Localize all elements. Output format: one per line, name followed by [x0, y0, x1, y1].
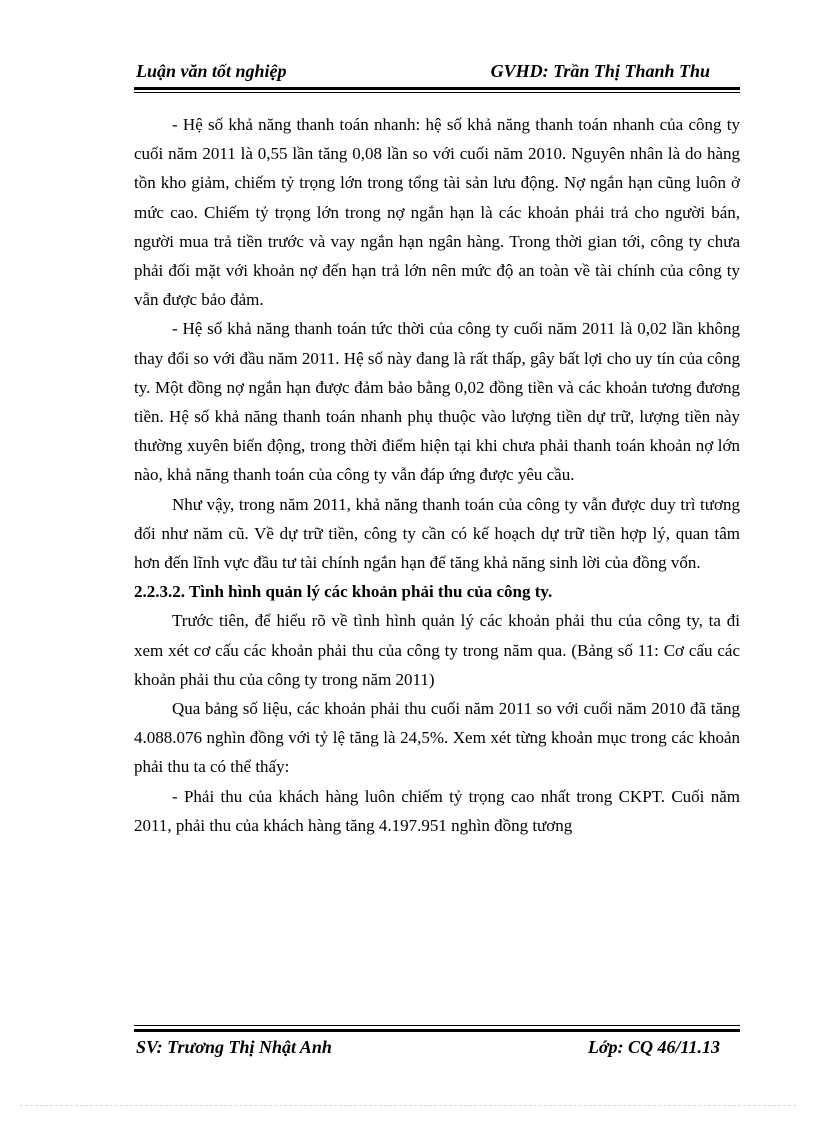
footer-divider-thick — [134, 1029, 740, 1032]
section-heading: 2.2.3.2. Tình hình quản lý các khoản phải thu của công ty. — [134, 582, 553, 602]
paragraph-quick-ratio: - Hệ số khả năng thanh toán nhanh: hệ số khả năng thanh toán nhanh của công ty cuối năm 2011 là 0,55 lần tăng 0,08 lần so với cuối năm 2010. Nguyên nhân là do hàng tồn kho giảm, chiếm tỷ trọng lớn trong tổng tài sản lưu động. Nợ ngắn hạn cũng luôn ở mức cao. Chiếm tỷ trọng lớn trong nợ ngắn hạn là các khoản phải trả cho người bán, người mua trả tiền trước và vay ngắn hạn ngân hàng. Trong thời gian tới, công ty chưa phải đối mặt với khoản nợ đến hạn trả lớn nên mức độ an toàn về tài chính của công ty vẫn được bảo đảm. — [134, 115, 740, 310]
paragraph-receivables-intro: Trước tiên, để hiểu rõ về tình hình quản lý các khoản phải thu của công ty, ta đi xem xét cơ cấu các khoản phải thu của công ty trong năm qua. (Bảng số 11: Cơ cấu các khoản phải thu của công ty trong năm 2011) — [134, 611, 740, 689]
header-divider-thin — [134, 92, 740, 93]
paragraph-cash-ratio: - Hệ số khả năng thanh toán tức thời của công ty cuối năm 2011 là 0,02 lần không thay đổi so với đầu năm 2011. Hệ số này đang là rất thấp, gây bất lợi cho uy tín của công ty. Một đồng nợ ngắn hạn được đảm bảo bằng 0,02 đồng tiền và các khoản tương đương tiền. Hệ số khả năng thanh toán nhanh phụ thuộc vào lượng tiền dự trữ, lượng tiền này thường xuyên biến động, trong thời điểm hiện tại khi chưa phải thanh toán khoản nợ lớn nào, khả năng thanh toán của công ty vẫn đáp ứng được yêu cầu. — [134, 319, 740, 485]
header-thesis-title: Luận văn tốt nghiệp — [136, 61, 287, 81]
footer-class: Lớp: CQ 46/11.13 — [587, 1037, 720, 1057]
footer-divider-thin — [134, 1025, 740, 1026]
paragraph-receivables-change: Qua bảng số liệu, các khoản phải thu cuối năm 2011 so với cuối năm 2010 đã tăng 4.088.076 nghìn đồng với tỷ lệ tăng là 24,5%. Xem xét từng khoản mục trong các khoản phải thu ta có thể thấy: — [134, 699, 740, 777]
header-divider-thick — [134, 87, 740, 90]
footer-student: SV: Trương Thị Nhật Anh — [136, 1037, 332, 1057]
paragraph-customer-receivables: - Phải thu của khách hàng luôn chiếm tỷ trọng cao nhất trong CKPT. Cuối năm 2011, phải thu của khách hàng tăng 4.197.951 nghìn đồng tương — [134, 786, 740, 835]
page-footer — [134, 1035, 740, 1065]
page-body — [134, 110, 740, 840]
header-supervisor: GVHD: Trần Thị Thanh Thu — [490, 61, 710, 81]
page-bottom-edge — [20, 1105, 796, 1106]
page-header — [134, 58, 740, 88]
paragraph-summary: Như vậy, trong năm 2011, khả năng thanh toán của công ty vẫn được duy trì tương đối như năm cũ. Về dự trữ tiền, công ty cần có kế hoạch dự trữ tiền hợp lý, quan tâm hơn đến lĩnh vực đầu tư tài chính ngắn hạn để tăng khả năng sinh lời của đồng vốn. — [134, 494, 740, 573]
